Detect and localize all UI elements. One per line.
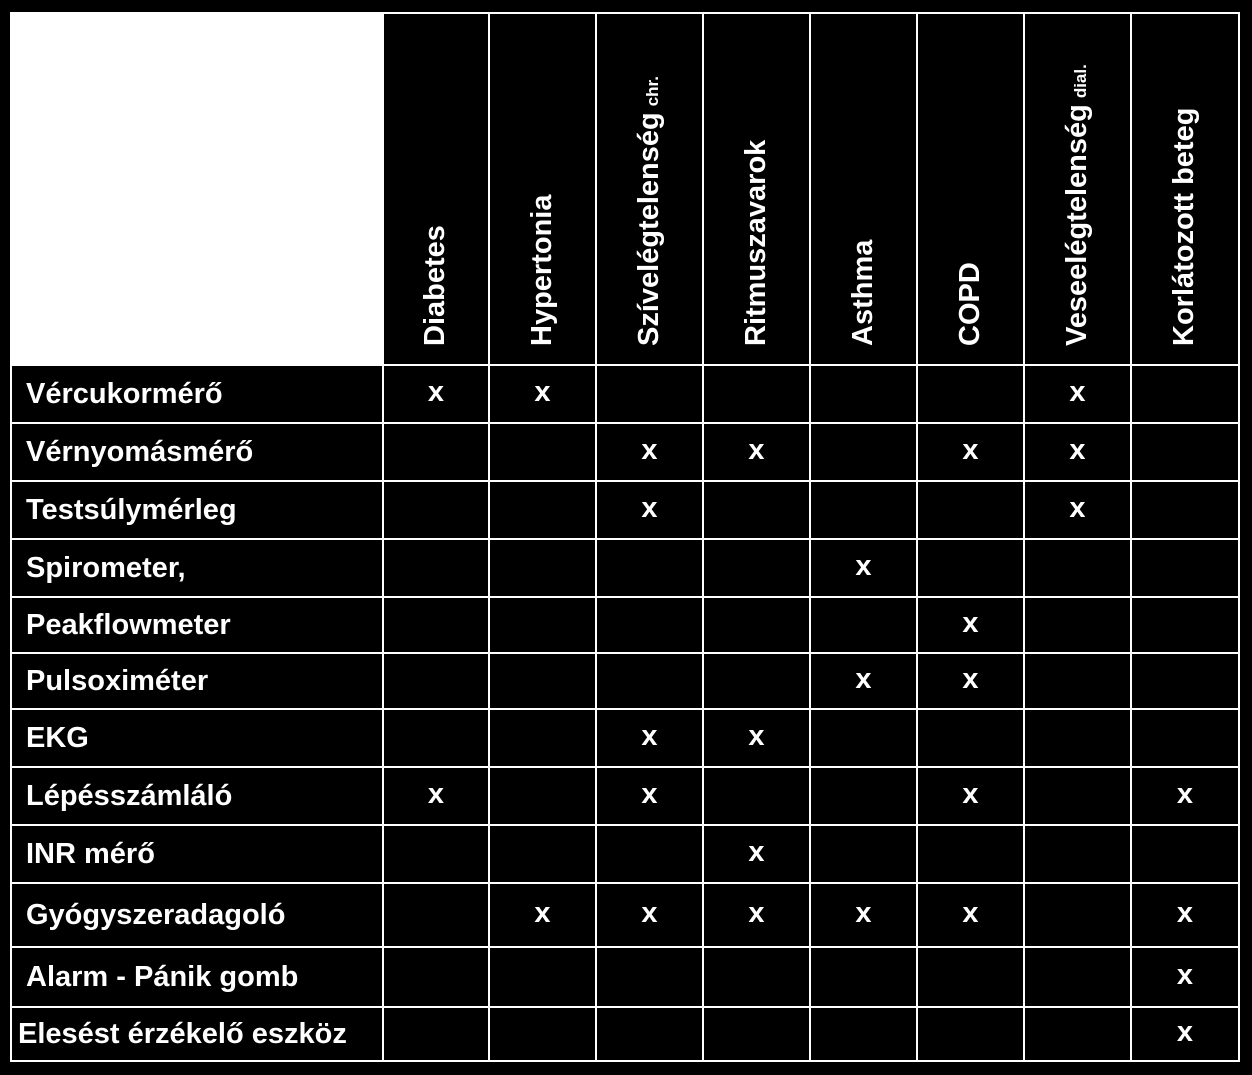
table-cell [490,654,597,710]
check-mark: x [1132,948,1240,1008]
table-cell [811,826,918,884]
column-header [490,12,597,366]
table-cell [1132,540,1240,598]
row-label: Testsúlymérleg [10,482,384,540]
column-header-text: Diabetes [419,225,451,346]
table-cell [811,598,918,654]
table-cell [384,710,490,768]
table-cell [918,482,1025,540]
table-cell [811,424,918,482]
column-header-text: Asthma [846,239,879,346]
table-cell [490,710,597,768]
column-header-label [525,194,558,346]
check-mark: x [704,710,811,768]
row-label: Alarm - Pánik gomb [10,948,384,1008]
column-header-label [421,225,450,346]
table-cell [597,654,704,710]
row-label: Gyógyszeradagoló [10,884,384,948]
check-mark: x [597,710,704,768]
check-mark: x [490,884,597,948]
table-cell [384,826,490,884]
check-mark: x [1025,482,1132,540]
check-mark: x [384,366,490,424]
table-cell [811,710,918,768]
table-cell [597,366,704,424]
table-cell [918,948,1025,1008]
check-mark: x [918,598,1025,654]
check-mark: x [1025,366,1132,424]
table-cell [1025,768,1132,826]
table-cell [384,482,490,540]
table-cell [811,768,918,826]
row-label: Lépésszámláló [10,768,384,826]
column-header-label [632,76,665,346]
table-cell [704,654,811,710]
check-mark: x [597,768,704,826]
row-label: Elesést érzékelő eszköz [10,1008,384,1062]
column-header [384,12,490,366]
table-cell [704,948,811,1008]
table-cell [384,884,490,948]
row-label: Peakflowmeter [10,598,384,654]
table-cell [1025,826,1132,884]
column-header-text: Hypertonia [525,194,558,346]
table-cell [704,540,811,598]
check-mark: x [597,482,704,540]
row-label: Spirometer, [10,540,384,598]
table-cell [811,1008,918,1062]
check-mark: x [704,884,811,948]
table-cell [1132,482,1240,540]
row-label: INR mérő [10,826,384,884]
check-mark: x [811,884,918,948]
table-cell [918,540,1025,598]
table-cell [597,1008,704,1062]
table-cell [704,366,811,424]
row-label: Vércukormérő [10,366,384,424]
check-mark: x [490,366,597,424]
table-cell [1025,710,1132,768]
check-mark: x [1132,1008,1240,1062]
table-cell [704,482,811,540]
check-mark: x [704,424,811,482]
table-cell [811,482,918,540]
table-cell [490,482,597,540]
column-header [597,12,704,366]
table-cell [490,1008,597,1062]
check-mark: x [384,768,490,826]
table-cell [704,598,811,654]
table-cell [918,366,1025,424]
column-header-text: COPD [953,262,986,346]
table-cell [918,710,1025,768]
column-header-label [1060,64,1093,346]
table-cell [1132,366,1240,424]
table-cell [811,366,918,424]
table-cell [597,598,704,654]
check-mark: x [1132,884,1240,948]
row-label: Pulsoximéter [10,654,384,710]
table-cell [490,424,597,482]
table-cell [1025,654,1132,710]
column-header-text: Veseelégtelenség [1060,104,1093,346]
check-mark: x [597,884,704,948]
table-cell [1132,826,1240,884]
table-cell [704,768,811,826]
column-header [811,12,918,366]
table-cell [811,948,918,1008]
check-mark: x [918,768,1025,826]
column-header [918,12,1025,366]
table-cell [384,424,490,482]
corner-cell [10,12,384,366]
column-header [704,12,811,366]
column-header [1025,12,1132,366]
table-cell [490,768,597,826]
table-cell [384,598,490,654]
table-cell [918,826,1025,884]
column-header-suffix: chr. [642,76,662,107]
check-mark: x [918,424,1025,482]
check-mark: x [1025,424,1132,482]
table-cell [1025,948,1132,1008]
check-mark: x [918,654,1025,710]
table-cell [1132,598,1240,654]
table-cell [384,1008,490,1062]
check-mark: x [811,540,918,598]
table-cell [1025,884,1132,948]
table-cell [1132,424,1240,482]
table-cell [490,826,597,884]
table-cell [384,948,490,1008]
table-cell [597,540,704,598]
table-cell [490,598,597,654]
table-cell [597,826,704,884]
column-header-text: Korlátozott beteg [1168,107,1200,346]
table-cell [597,948,704,1008]
column-header-text: Ritmuszavarok [739,139,772,346]
row-label: Vérnyomásmérő [10,424,384,482]
table-cell [1132,654,1240,710]
table-cell [1025,540,1132,598]
table-cell [918,1008,1025,1062]
check-mark: x [918,884,1025,948]
table-cell [1132,710,1240,768]
table-cell [490,948,597,1008]
check-mark: x [1132,768,1240,826]
column-header-label [739,139,772,346]
column-header-label [846,239,879,346]
table-cell [1025,598,1132,654]
column-header [1132,12,1240,366]
row-label: EKG [10,710,384,768]
table-cell [384,540,490,598]
table-cell [490,540,597,598]
check-mark: x [704,826,811,884]
table-cell [384,654,490,710]
column-header-label [1170,108,1199,346]
check-mark: x [597,424,704,482]
table-cell [1025,1008,1132,1062]
table-cell [704,1008,811,1062]
check-mark: x [811,654,918,710]
column-header-text: Szívelégtelenség [632,112,665,346]
column-header-suffix: dial. [1070,64,1090,99]
column-header-label [953,262,986,346]
